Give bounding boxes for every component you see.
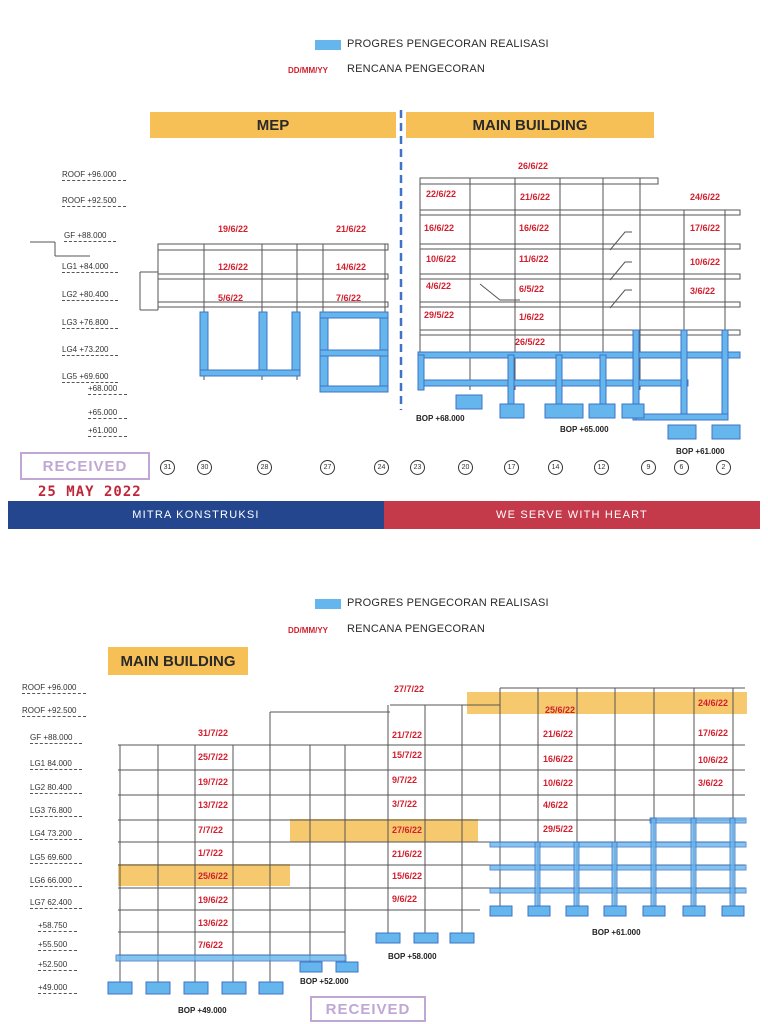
- plan-date: 17/6/22: [698, 728, 729, 738]
- plan-date: 6/5/22: [519, 284, 545, 294]
- plan-date: 7/7/22: [198, 825, 224, 835]
- level-label: LG4 73.200: [30, 829, 72, 838]
- level-label: +68.000: [88, 384, 118, 393]
- legend-date-key: DD/MM/YY: [288, 66, 328, 75]
- level-label: ROOF +96.000: [22, 683, 77, 692]
- plan-date: 21/7/22: [392, 730, 423, 740]
- plan-date: 13/7/22: [198, 800, 229, 810]
- grid-axis-bubble: 17: [504, 460, 519, 475]
- level-label: LG1 84.000: [30, 759, 72, 768]
- plan-date: 5/6/22: [218, 293, 244, 303]
- plan-date: 21/6/22: [543, 729, 574, 739]
- plan-date: 10/6/22: [698, 755, 729, 765]
- level-label: +49.000: [38, 983, 68, 992]
- level-label: +58.750: [38, 921, 68, 930]
- plan-date: 4/6/22: [426, 281, 452, 291]
- plan-date: 10/6/22: [690, 257, 721, 267]
- banner-mep: MEP: [150, 112, 396, 138]
- grid-axis-bubble: 31: [160, 460, 175, 475]
- level-label: ROOF +92.500: [22, 706, 77, 715]
- level-label: +61.000: [88, 426, 118, 435]
- plan-date: 21/6/22: [520, 192, 551, 202]
- plan-date: 31/7/22: [198, 728, 229, 738]
- level-label: LG7 62.400: [30, 898, 72, 907]
- plan-date: 16/6/22: [424, 223, 455, 233]
- plan-date: 3/7/22: [392, 799, 418, 809]
- plan-date: 11/6/22: [519, 254, 549, 264]
- plan-date: 26/6/22: [518, 161, 549, 171]
- plan-date: 1/6/22: [519, 312, 545, 322]
- plan-date: 29/5/22: [543, 824, 574, 834]
- plan-date: 27/7/22: [394, 684, 425, 694]
- bop-label: BOP +61.000: [676, 447, 725, 456]
- plan-date: 25/7/22: [198, 752, 229, 762]
- bop-label: BOP +52.000: [300, 977, 349, 986]
- grid-axis-bubble: 2: [716, 460, 731, 475]
- level-label: LG2 +80.400: [62, 290, 109, 299]
- bop-label: BOP +49.000: [178, 1006, 227, 1015]
- plan-date: 7/6/22: [198, 940, 224, 950]
- grid-axis-bubble: 6: [674, 460, 689, 475]
- grid-axis-bubble: 9: [641, 460, 656, 475]
- received-stamp: RECEIVED: [20, 452, 150, 480]
- plan-date: 14/6/22: [336, 262, 367, 272]
- level-label: LG6 66.000: [30, 876, 72, 885]
- plan-date: 26/5/22: [515, 337, 546, 347]
- plan-date: 25/6/22: [198, 871, 229, 881]
- grid-axis-bubble: 12: [594, 460, 609, 475]
- level-label: ROOF +96.000: [62, 170, 117, 179]
- plan-date: 9/6/22: [392, 894, 418, 904]
- plan-date: 16/6/22: [543, 754, 574, 764]
- plan-date: 21/6/22: [392, 849, 423, 859]
- level-label: LG3 +76.800: [62, 318, 109, 327]
- level-label: LG5 +69.600: [62, 372, 109, 381]
- grid-axis-bubble: 20: [458, 460, 473, 475]
- plan-date: 10/6/22: [543, 778, 574, 788]
- bop-label: BOP +68.000: [416, 414, 465, 423]
- legend-realisasi-label: PROGRES PENGECORAN REALISASI: [347, 38, 549, 50]
- footer-left-band: MITRA KONSTRUKSI: [8, 501, 384, 529]
- bop-label: BOP +58.000: [388, 952, 437, 961]
- plan-date: 29/5/22: [424, 310, 455, 320]
- plan-date: 19/6/22: [198, 895, 229, 905]
- plan-date: 9/7/22: [392, 775, 418, 785]
- plan-date: 25/6/22: [545, 705, 576, 715]
- grid-axis-bubble: 28: [257, 460, 272, 475]
- plan-date: 1/7/22: [198, 848, 224, 858]
- grid-axis-bubble: 24: [374, 460, 389, 475]
- legend-date-key: DD/MM/YY: [288, 626, 328, 635]
- plan-date: 15/7/22: [392, 750, 423, 760]
- legend-rencana-label: RENCANA PENGECORAN: [347, 63, 486, 75]
- grid-axis-bubble: 27: [320, 460, 335, 475]
- plan-date: 19/6/22: [218, 224, 249, 234]
- plan-date: 24/6/22: [690, 192, 721, 202]
- plan-date: 17/6/22: [690, 223, 721, 233]
- plan-date: 27/6/22: [392, 825, 423, 835]
- grid-axis-bubble: 30: [197, 460, 212, 475]
- plan-date: 13/6/22: [198, 918, 229, 928]
- received-stamp: RECEIVED: [310, 996, 426, 1022]
- plan-date: 24/6/22: [698, 698, 729, 708]
- level-label: LG3 76.800: [30, 806, 72, 815]
- received-stamp-date: 25 MAY 2022: [38, 484, 142, 500]
- plan-date: 3/6/22: [690, 286, 716, 296]
- plan-date: 15/6/22: [392, 871, 423, 881]
- level-label: +52.500: [38, 960, 68, 969]
- level-label: ROOF +92.500: [62, 196, 117, 205]
- plan-date: 21/6/22: [336, 224, 367, 234]
- bop-label: BOP +65.000: [560, 425, 609, 434]
- level-label: LG1 +84.000: [62, 262, 109, 271]
- grid-axis-bubble: 23: [410, 460, 425, 475]
- banner-main-building: MAIN BUILDING: [406, 112, 654, 138]
- level-label: +55.500: [38, 940, 68, 949]
- plan-date: 12/6/22: [218, 262, 249, 272]
- level-label: +65.000: [88, 408, 118, 417]
- level-label: LG4 +73.200: [62, 345, 109, 354]
- level-label: GF +88.000: [30, 733, 73, 742]
- plan-date: 22/6/22: [426, 189, 457, 199]
- level-label: GF +88.000: [64, 231, 107, 240]
- level-label: LG5 69.600: [30, 853, 72, 862]
- banner-main-building: MAIN BUILDING: [108, 647, 248, 675]
- plan-date: 7/6/22: [336, 293, 362, 303]
- footer-right-band: WE SERVE WITH HEART: [384, 501, 760, 529]
- legend-rencana-label: RENCANA PENGECORAN: [347, 623, 486, 635]
- plan-date: 19/7/22: [198, 777, 229, 787]
- bop-label: BOP +61.000: [592, 928, 641, 937]
- plan-date: 4/6/22: [543, 800, 569, 810]
- plan-date: 3/6/22: [698, 778, 724, 788]
- grid-axis-bubble: 14: [548, 460, 563, 475]
- legend-realisasi-label: PROGRES PENGECORAN REALISASI: [347, 597, 549, 609]
- level-label: LG2 80.400: [30, 783, 72, 792]
- plan-date: 10/6/22: [426, 254, 457, 264]
- plan-date: 16/6/22: [519, 223, 550, 233]
